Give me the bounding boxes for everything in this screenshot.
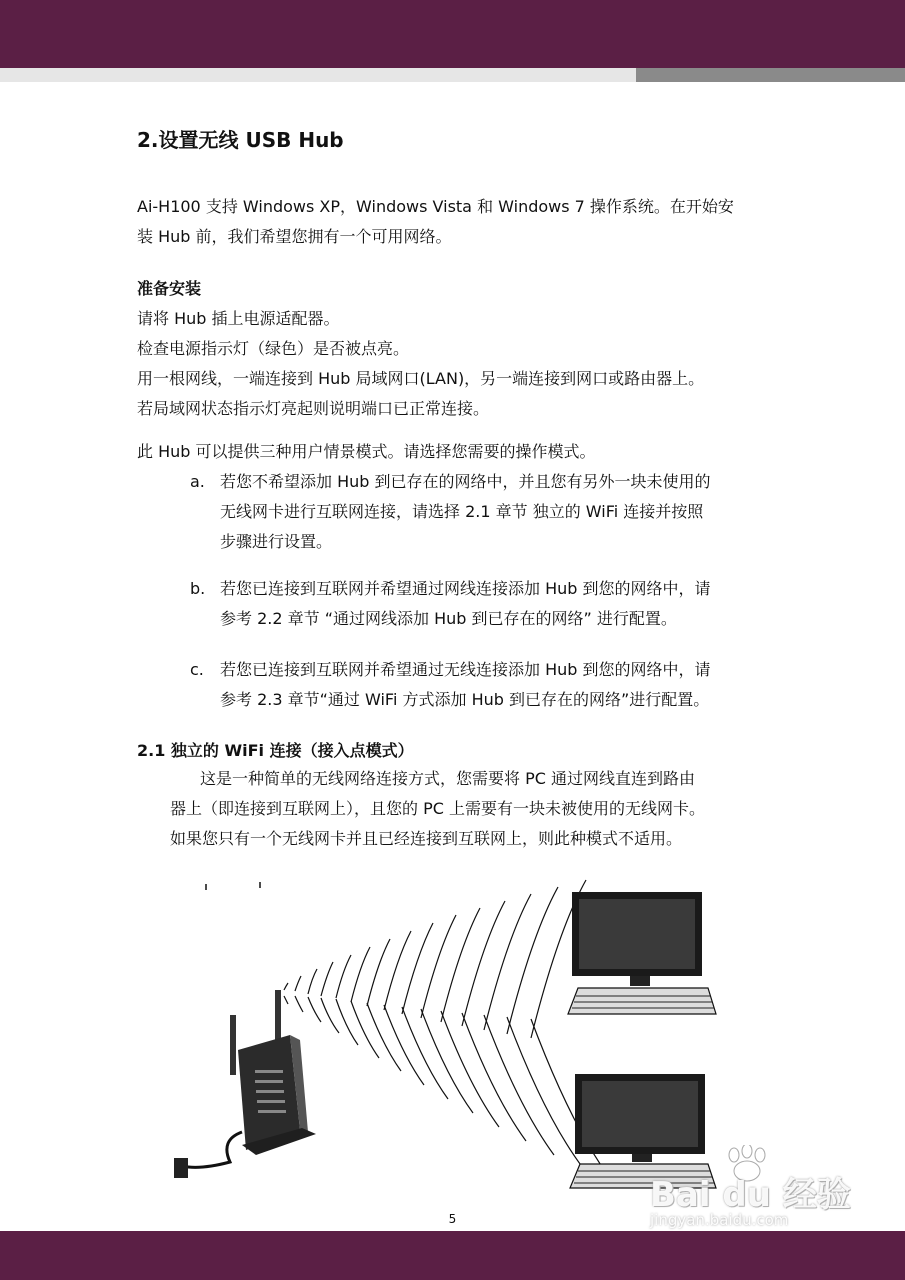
- intro-line: 装 Hub 前，我们希望您拥有一个可用网络。: [137, 227, 452, 246]
- power-cable: [182, 1132, 242, 1167]
- antenna-left: [230, 1015, 236, 1075]
- option-marker: c.: [190, 660, 204, 679]
- option-marker: a.: [190, 472, 205, 491]
- footer-band: [0, 1231, 905, 1280]
- option-line: 若您不希望添加 Hub 到已存在的网络中，并且您有另外一块未使用的: [220, 472, 711, 491]
- option-line: 若您已连接到互联网并希望通过无线连接添加 Hub 到您的网络中，请: [220, 660, 711, 679]
- prep-block: [137, 274, 777, 424]
- power-adapter: [174, 1158, 188, 1178]
- option-a: [190, 467, 790, 557]
- prep-line: 请将 Hub 插上电源适配器。: [137, 309, 340, 328]
- subsection-title-row: [137, 736, 777, 766]
- subsection-line: 如果您只有一个无线网卡并且已经连接到互联网上，则此种模式不适用。: [170, 829, 683, 848]
- pc-top: [568, 892, 716, 1014]
- wifi-waves: [284, 880, 612, 1181]
- intro-paragraph: [137, 192, 777, 252]
- access-point-diagram: [160, 870, 720, 1200]
- option-c: [190, 655, 790, 715]
- antenna-right: [275, 990, 281, 1045]
- intro-line: Ai-H100 支持 Windows XP，Windows Vista 和 Windows 7 操作系统。在开始安: [137, 197, 734, 216]
- subsection-line: 器上（即连接到互联网上），且您的 PC 上需要有一块未被使用的无线网卡。: [170, 799, 705, 818]
- router-device: [174, 990, 316, 1178]
- header-rule-light: [0, 68, 636, 82]
- subsection-title: 2.1 独立的 WiFi 连接（接入点模式）: [137, 741, 414, 760]
- subsection-body: [170, 764, 705, 854]
- modes-intro-text: 此 Hub 可以提供三种用户情景模式。请选择您需要的操作模式。: [137, 442, 596, 461]
- header-band: [0, 0, 905, 68]
- option-line: 无线网卡进行互联网连接，请选择 2.1 章节 独立的 WiFi 连接并按照: [220, 502, 704, 521]
- option-line: 若您已连接到互联网并希望通过网线连接添加 Hub 到您的网络中，请: [220, 579, 711, 598]
- watermark-brand: Bai du 经验: [650, 1175, 851, 1215]
- header-rule-dark: [636, 68, 905, 82]
- option-b: [190, 574, 790, 634]
- baidu-watermark: [640, 1145, 880, 1235]
- section-title: 2.设置无线 USB Hub: [137, 128, 344, 152]
- prep-line: 用一根网线，一端连接到 Hub 局域网口(LAN)，另一端连接到网口或路由器上。: [137, 369, 705, 388]
- prep-title: 准备安装: [137, 279, 202, 298]
- keyboard-top: [568, 988, 716, 1014]
- prep-line: 若局域网状态指示灯亮起则说明端口已正常连接。: [137, 399, 490, 418]
- prep-line: 检查电源指示灯（绿色）是否被点亮。: [137, 339, 410, 358]
- option-line: 参考 2.2 章节 “通过网线添加 Hub 到已存在的网络” 进行配置。: [220, 609, 677, 628]
- option-marker: b.: [190, 579, 206, 598]
- option-line: 步骤进行设置。: [220, 532, 333, 551]
- page-number: 5: [448, 1212, 457, 1226]
- option-line: 参考 2.3 章节“通过 WiFi 方式添加 Hub 到已存在的网络”进行配置。: [220, 690, 710, 709]
- watermark-url: jingyan.baidu.com: [650, 1211, 789, 1229]
- subsection-line: 这是一种简单的无线网络连接方式，您需要将 PC 通过网线直连到路由: [200, 769, 695, 788]
- modes-intro: [137, 437, 777, 467]
